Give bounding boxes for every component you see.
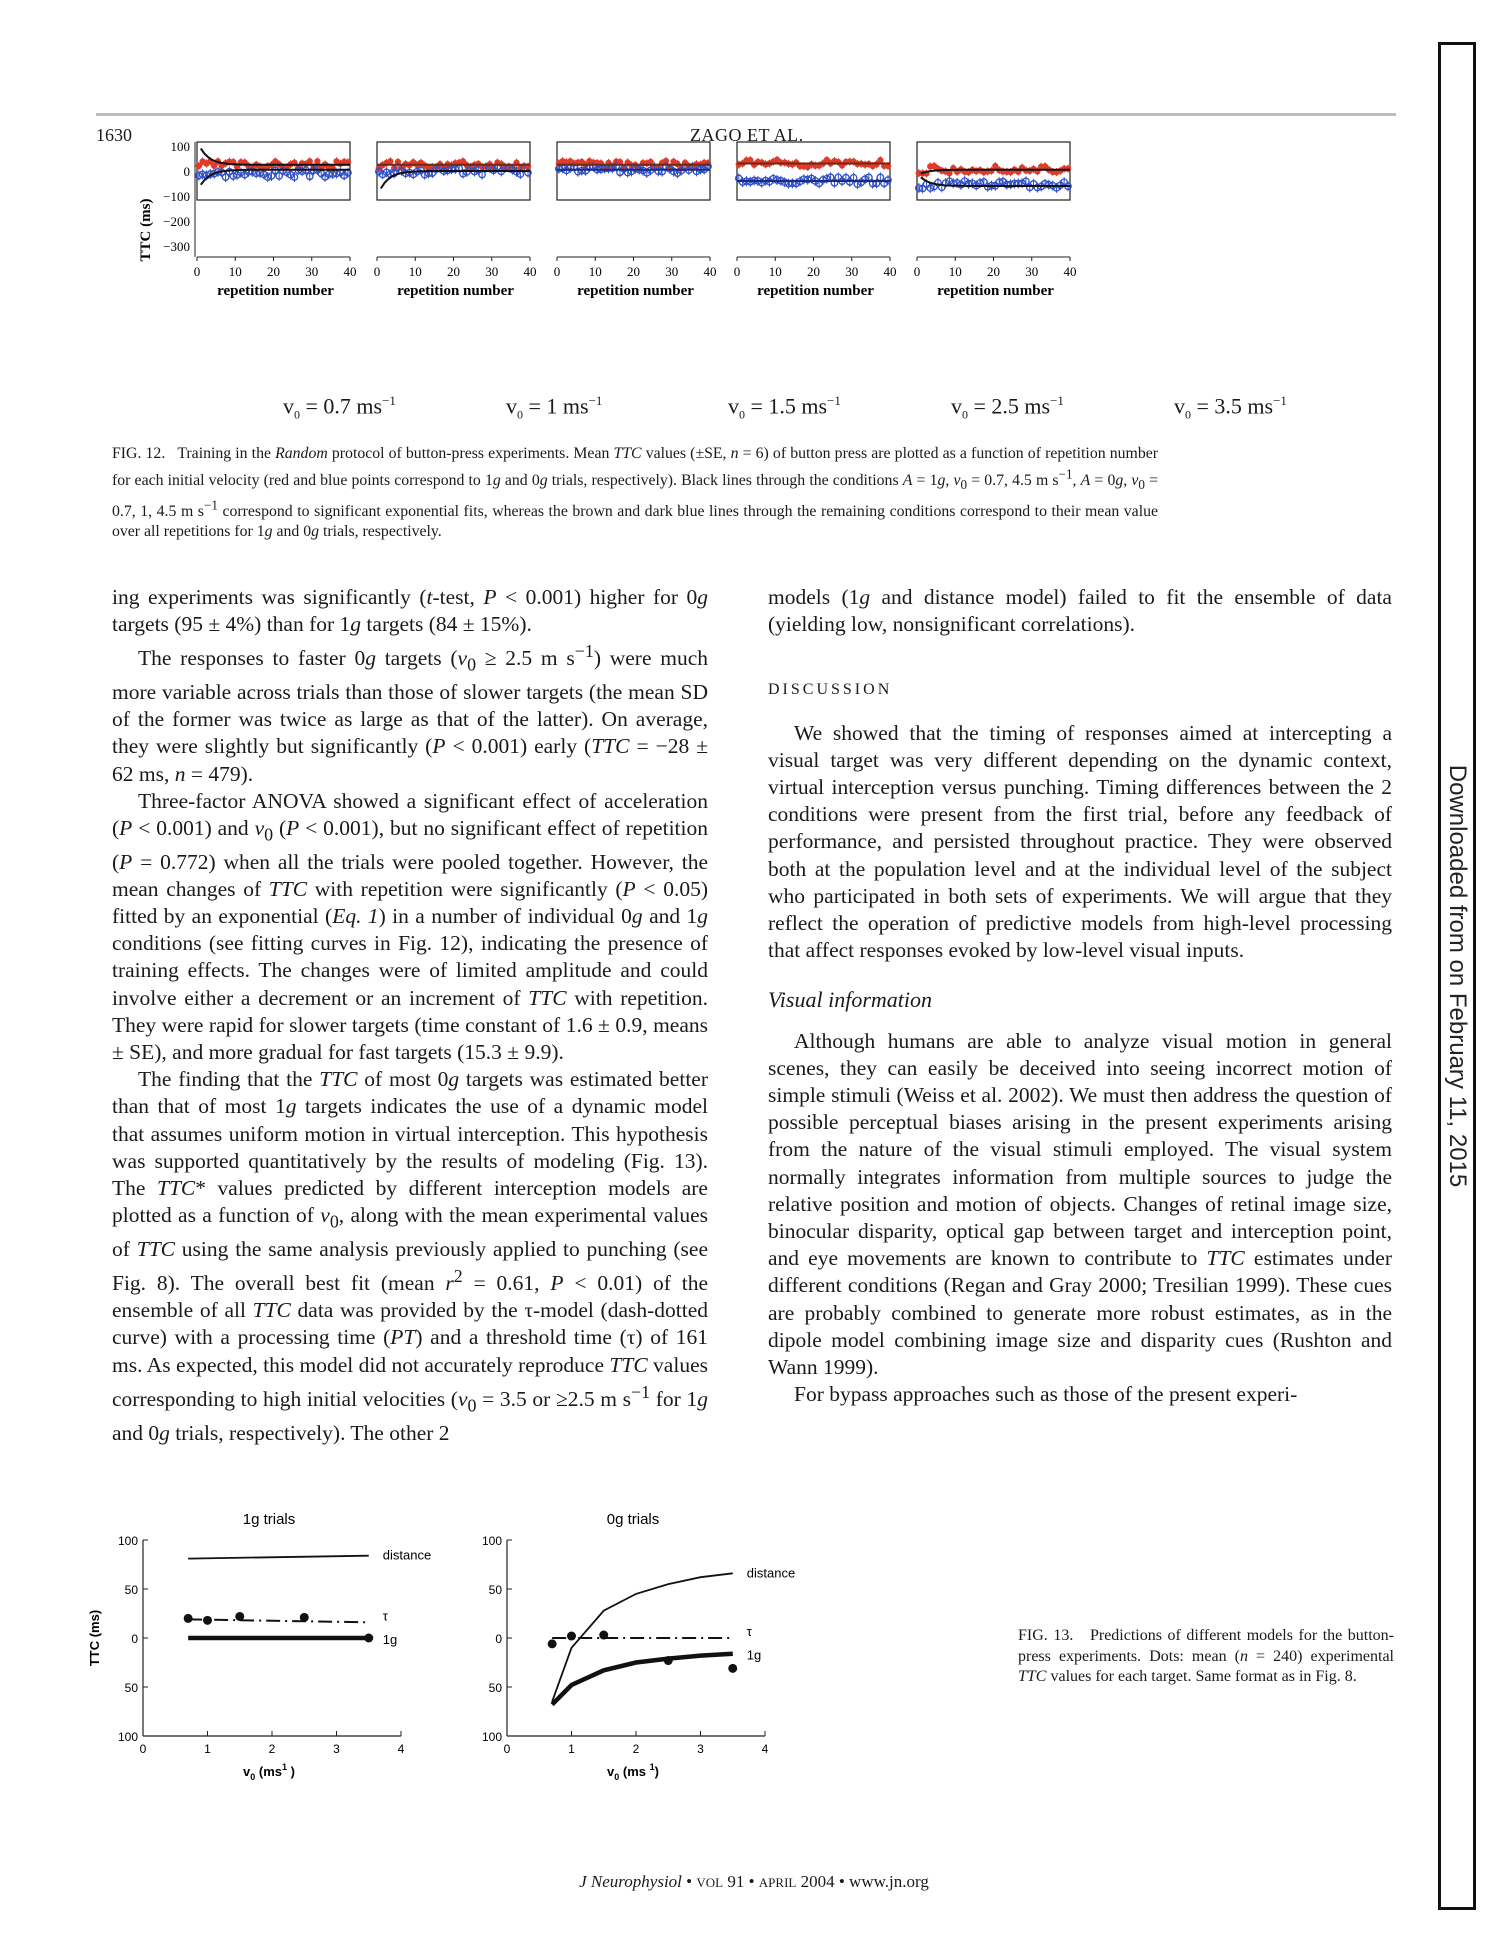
fig12-x-tick-label: 0 [373, 264, 381, 279]
fig12-x-axis-label: repetition number [217, 283, 334, 299]
fig13-x-axis-label: $v_0$ ($ms^1$ ) [243, 1762, 295, 1782]
fig12-x-axis-label: repetition number [937, 283, 1054, 299]
page-footer: J Neurophysiol • VOL 91 • APRIL 2004 • www.jn.org [579, 1872, 929, 1891]
body-paragraph: Although humans are able to analyze visual motion in general scenes, they can easily be deceived into seeing incorrect motion of simple stimuli (Weiss et al. 2002). We must then address the question of possible perceptual biases arising in the present experiments arising from the nature of the visual stimuli employed. The visual system normally integrates information from multiple sources to judge the relative position and motion of objects. Changes of retinal image size, binocular disparity, optical gap between target and interception point, and eye movements are known to contribute to TTC estimates under different conditions (Regan and Gray 2000; Tresilian 1999). These cues are probably combined to generate more robust estimates, as in the dipole model combining image size and disparity cues (Rushton and Wann 1999). [768, 1028, 1392, 1380]
fig13-series-label: 1g [746, 1647, 762, 1663]
fig13-y-tick-label: 50 [488, 1583, 502, 1597]
fig13-data-point [728, 1664, 737, 1673]
body-paragraph: For bypass approaches such as those of the present experi- [794, 1382, 1298, 1407]
fig12-panel [914, 142, 1077, 299]
fig13-x-tick-label: 2 [268, 1742, 276, 1756]
fig12-x-tick-label: 40 [343, 264, 357, 279]
fig13-series-line-tau [188, 1619, 369, 1622]
fig12-v0-label: $v_0 = 2.5$ $ms^{-1}$ [951, 393, 1064, 422]
fig12-panel-frame [737, 142, 890, 200]
fig12-1g-point [877, 157, 883, 163]
fig13-data-point [364, 1634, 373, 1643]
fig12-x-axis-label: repetition number [397, 283, 514, 299]
fig13-y-tick-label: 100 [481, 1730, 502, 1744]
fig12-x-tick-label: 40 [523, 264, 537, 279]
fig12-1g-point [314, 158, 320, 164]
fig12-x-axis-label: repetition number [757, 283, 874, 299]
fig12-x-tick-label: 20 [807, 264, 820, 279]
fig12-x-tick-label: 0 [193, 264, 201, 279]
fig13-y-tick-label: 50 [124, 1681, 138, 1695]
fig13-y-tick-label: 50 [488, 1681, 502, 1695]
fig12-1g-point [387, 158, 393, 164]
page-number: 1630 [96, 125, 132, 145]
figure-12-caption-text: Training in the Random protocol of button-press experiments. Mean TTC values (±SE, n = 6) of button press are plotted as a function of repetition number for each initial velocity (red and blue points correspond to 1g and 0g trials, respectively). Black lines through the conditions A = 1g, $v_0 = 0.7$, 4.5 m $s^{-1}$, A = 0g, $v_0 = 0.7$, 1, 4.5 m $s^{-1}$ correspond to significant exponential fits, whereas the brown and dark blue lines through the remaining conditions correspond to their mean value over all repetitions for 1g and 0g trials, respectively. [112, 445, 1158, 541]
fig13-chart-title: 0g trials [606, 1511, 660, 1528]
header-rule [96, 113, 1396, 116]
fig12-x-tick-label: 10 [228, 264, 242, 279]
figure-13-caption [1018, 1626, 1394, 1688]
fig13-data-point [203, 1616, 212, 1625]
fig13-y-tick-label: 0 [131, 1632, 138, 1646]
fig13-x-tick-label: 4 [397, 1742, 405, 1756]
fig12-x-tick-label: 30 [485, 264, 499, 279]
fig13-x-tick-label: 0 [503, 1742, 511, 1756]
fig13-x-tick-label: 1 [204, 1742, 211, 1756]
subsection-heading: Visual information [768, 987, 932, 1013]
fig12-v0-label: $v_0 = 0.7$ $ms^{-1}$ [283, 393, 396, 422]
fig13-data-point [235, 1612, 244, 1621]
fig13-series-label: τ [382, 1608, 388, 1624]
fig12-panel [194, 142, 357, 299]
fig12-x-tick-label: 30 [845, 264, 859, 279]
fig12-x-tick-label: 10 [588, 264, 602, 279]
right-column [768, 584, 1392, 1408]
body-paragraph: models (1g and distance model) failed to fit the ensemble of data (yielding low, nonsignificant correlations). [768, 585, 1392, 637]
body-paragraph: The finding that the TTC of most 0g targets was estimated better than that of most 1g targets indicates the use of a dynamic model that assumes uniform motion in virtual interception. This hypothesis was supported quantitatively by the results of modeling (Fig. 13). The TTC* values predicted by different interception models are plotted as a function of $v_0$, along with the mean experimental values of TTC using the same analysis previously applied to punching (see Fig. 8). The overall best fit (mean $r^2 = 0.61$, P < 0.01) of the ensemble of all TTC data was provided by the τ-model (dash-dotted curve) with a processing time (PT) and a threshold time (τ) of 161 ms. As expected, this model did not accurately reproduce TTC values corresponding to high initial velocities ($v_0 = 3.5$ or ≥2.5 m $s^{-1}$ for 1g and 0g trials, respectively). The other 2 [112, 1067, 709, 1445]
fig13-x-tick-label: 1 [568, 1742, 575, 1756]
fig12-1g-point [1065, 165, 1071, 171]
fig13-chart-0g [482, 1511, 795, 1782]
fig13-data-point [300, 1613, 309, 1622]
fig12-v0-label: $v_0 = 1$ $ms^{-1}$ [506, 393, 603, 422]
fig13-x-tick-label: 0 [139, 1742, 147, 1756]
fig13-x-axis-label: $v_0$ (ms $^1$) [607, 1762, 659, 1782]
fig12-x-tick-label: 20 [267, 264, 280, 279]
fig13-x-tick-label: 4 [761, 1742, 769, 1756]
fig13-series-label: τ [746, 1624, 752, 1639]
figure-13-charts [87, 1500, 996, 1840]
fig13-y-tick-label: 100 [481, 1534, 502, 1548]
body-paragraph: The responses to faster 0g targets ($v_0 \ge 2.5$ m $s^{-1}$) were much more variable across trials than those of slower targets (the mean SD of the former was twice as large as that of the latter). On average, they were slightly but significantly (P < 0.001) early (TTC = −28 ± 62 ms, n = 479). [112, 641, 708, 786]
fig13-series-line-distance [188, 1556, 369, 1559]
fig12-x-tick-label: 0 [733, 264, 741, 279]
fig12-panel [554, 142, 717, 299]
fig13-y-tick-label: 100 [117, 1730, 138, 1744]
fig12-x-tick-label: 40 [1063, 264, 1077, 279]
figure-12-caption-label: FIG. 12. [112, 445, 166, 462]
fig13-x-tick-label: 3 [333, 1742, 340, 1756]
figure-13-caption-label: FIG. 13. [1018, 1627, 1074, 1644]
fig12-v0-label: $v_0 = 3.5$ $ms^{-1}$ [1174, 393, 1287, 422]
section-heading-discussion: DISCUSSION [768, 681, 893, 699]
fig12-x-tick-label: 20 [987, 264, 1000, 279]
fig12-x-tick-label: 40 [703, 264, 717, 279]
fig13-series-label: distance [746, 1565, 796, 1581]
fig13-x-tick-label: 3 [697, 1742, 704, 1756]
fig12-v0-label: $v_0 = 1.5$ $ms^{-1}$ [728, 393, 841, 422]
fig13-data-point [664, 1656, 673, 1665]
fig12-y-tick-label: −300 [163, 239, 190, 254]
fig12-y-tick-label: 100 [170, 139, 190, 154]
fig12-x-axis-label: repetition number [577, 283, 694, 299]
fig13-data-point [548, 1639, 557, 1648]
fig13-y-tick-label: 50 [124, 1583, 138, 1597]
fig13-series-line-1g [552, 1654, 733, 1705]
fig13-chart-1g [87, 1511, 431, 1782]
fig12-x-tick-label: 10 [948, 264, 962, 279]
download-note: Downloaded from on February 11, 2015 [1444, 764, 1471, 1188]
fig12-x-tick-label: 30 [305, 264, 319, 279]
left-column [112, 584, 708, 1447]
body-paragraph: We showed that the timing of responses aimed at intercepting a visual target was very different depending on the dynamic context, virtual interception versus punching. Timing differences between the 2 conditions were present from the first trial, before any feedback of performance, and persisted throughout practice. They were observed both at the population level and at the individual level of the subject who participated in both sets of experiments. We will argue that they reflect the operation of predictive models from high-level processing that affect responses evoked by low-level visual inputs. [768, 720, 1392, 963]
body-paragraph: ing experiments was significantly (t-test, P < 0.001) higher for 0g targets (95 ± 4%) than for 1g targets (84 ± 15%). [112, 585, 708, 637]
fig13-y-tick-label: 100 [117, 1534, 138, 1548]
fig13-series-label: 1g [382, 1632, 398, 1647]
figure-12-caption [112, 444, 1158, 543]
fig12-x-tick-label: 20 [447, 264, 460, 279]
fig12-x-tick-label: 30 [1025, 264, 1039, 279]
fig12-panel [374, 142, 537, 299]
fig13-data-point [184, 1614, 193, 1623]
fig13-data-point [567, 1632, 576, 1641]
fig13-series-label: distance [382, 1547, 432, 1563]
fig12-1g-point [307, 158, 313, 164]
fig13-y-axis-label: TTC (ms) [87, 1609, 102, 1667]
fig12-x-tick-label: 40 [883, 264, 897, 279]
figure-13-caption-text: Predictions of different models for the button-press experiments. Dots: mean (n = 240) experimental TTC values for each target. Same format as in Fig. 8. [1018, 1627, 1394, 1685]
fig12-x-tick-label: 0 [913, 264, 921, 279]
fig13-y-tick-label: 0 [495, 1632, 502, 1646]
fig12-x-tick-label: 0 [553, 264, 561, 279]
fig12-x-tick-label: 30 [665, 264, 679, 279]
fig12-x-tick-label: 10 [408, 264, 422, 279]
fig13-data-point [599, 1631, 608, 1640]
fig12-y-tick-label: 0 [183, 164, 190, 179]
fig12-y-axis-label: TTC (ms) [138, 198, 154, 262]
fig12-x-tick-label: 20 [627, 264, 640, 279]
fig13-chart-title: 1g trials [242, 1511, 296, 1528]
fig12-y-tick-label: −200 [163, 214, 190, 229]
body-paragraph: Three-factor ANOVA showed a significant effect of acceleration (P < 0.001) and $v_0$ (P < 0.001), but no significant effect of repetition (P = 0.772) when all the trials were pooled together. However, the mean changes of TTC with repetition were significantly (P < 0.05) fitted by an exponential (Eq. 1) in a number of individual 0g and 1g conditions (see fitting curves in Fig. 12), indicating the presence of training effects. The changes were of limited amplitude and could involve either a decrement or an increment of TTC with repetition. They were rapid for slower targets (time constant of 1.6 ± 0.9, means ± SE), and more gradual for fast targets (15.3 ± 9.9). [112, 788, 709, 1064]
fig12-y-tick-label: −100 [163, 189, 190, 204]
running-title: ZAGO ET AL. [690, 125, 804, 145]
fig13-x-tick-label: 2 [632, 1742, 640, 1756]
fig12-panel [734, 142, 897, 299]
fig12-x-tick-label: 10 [768, 264, 782, 279]
